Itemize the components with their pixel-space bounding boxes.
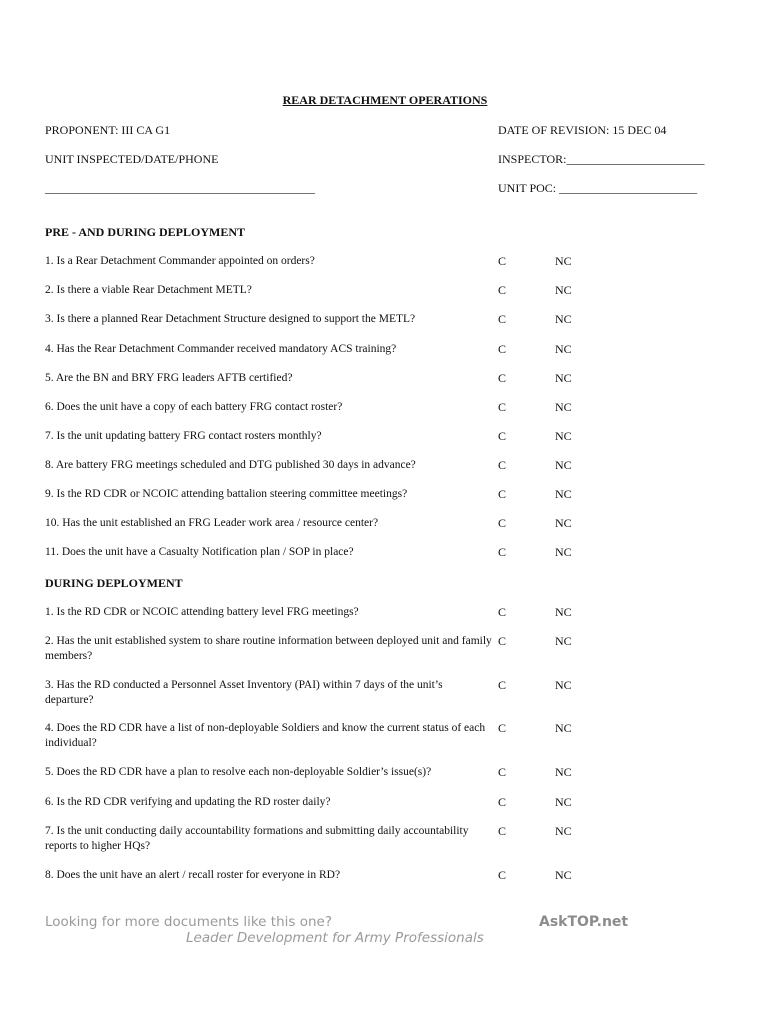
during-deployment-answer-c-6[interactable]: C [498, 795, 507, 809]
pre-deployment-answer-nc-1[interactable]: NC [555, 254, 572, 268]
pre-deployment-question-5: 5. Are the BN and BRY FRG leaders AFTB certified? [45, 372, 293, 384]
unit-inspected-blank-line: _____________________________________________ [45, 181, 315, 195]
during-deployment-question-8: 8. Does the unit have an alert / recall roster for everyone in RD? [45, 869, 341, 881]
pre-deployment-question-6: 6. Does the unit have a copy of each battery FRG contact roster? [45, 401, 343, 413]
during-deployment-answer-nc-5[interactable]: NC [555, 765, 572, 779]
proponent-label: PROPONENT: III CA G1 [45, 123, 171, 137]
pre-deployment-answer-c-10[interactable]: C [498, 516, 507, 530]
during-deployment-answer-nc-4[interactable]: NC [555, 721, 572, 735]
pre-deployment-question-8: 8. Are battery FRG meetings scheduled and DTG published 30 days in advance? [45, 459, 416, 471]
during-deployment-question-4: 4. Does the RD CDR have a list of non-deployable Soldiers and know the current status of each individual? [45, 722, 486, 749]
pre-deployment-answer-c-3[interactable]: C [498, 312, 507, 326]
during-deployment-question-2: 2. Has the unit established system to share routine information between deployed unit and family members? [45, 635, 492, 662]
section-heading-during-deployment: DURING DEPLOYMENT [45, 576, 183, 590]
during-deployment-answer-nc-3[interactable]: NC [555, 678, 572, 692]
unit-inspected-label: UNIT INSPECTED/DATE/PHONE [45, 152, 219, 166]
footer-brand-link[interactable]: AskTOP.net [539, 914, 629, 930]
during-deployment-question-5: 5. Does the RD CDR have a plan to resolve each non-deployable Soldier’s issue(s)? [45, 766, 432, 778]
unit-poc-field: UNIT POC: _______________________ [498, 181, 698, 195]
during-deployment-answer-c-7[interactable]: C [498, 824, 507, 838]
pre-deployment-answer-c-9[interactable]: C [498, 487, 507, 501]
during-deployment-answer-c-3[interactable]: C [498, 678, 507, 692]
inspector-field: INSPECTOR:_______________________ [498, 152, 705, 166]
during-deployment-answer-nc-8[interactable]: NC [555, 868, 572, 882]
pre-deployment-answer-c-6[interactable]: C [498, 400, 507, 414]
footer-tagline: Leader Development for Army Professionals [186, 930, 484, 946]
during-deployment-answer-c-1[interactable]: C [498, 605, 507, 619]
section-heading-pre-deployment: PRE - AND DURING DEPLOYMENT [45, 225, 246, 239]
pre-deployment-answer-c-8[interactable]: C [498, 458, 507, 472]
date-of-revision-label: DATE OF REVISION: 15 DEC 04 [498, 123, 667, 137]
pre-deployment-answer-c-11[interactable]: C [498, 545, 507, 559]
during-deployment-answer-c-2[interactable]: C [498, 634, 507, 648]
footer-prompt: Looking for more documents like this one? [45, 914, 332, 930]
pre-deployment-answer-nc-4[interactable]: NC [555, 342, 572, 356]
pre-deployment-question-4: 4. Has the Rear Detachment Commander received mandatory ACS training? [45, 343, 397, 355]
during-deployment-answer-c-5[interactable]: C [498, 765, 507, 779]
pre-deployment-question-2: 2. Is there a viable Rear Detachment METL? [45, 284, 252, 296]
during-deployment-question-7: 7. Is the unit conducting daily accountability formations and submitting daily accountability reports to higher HQs? [45, 825, 469, 852]
pre-deployment-answer-nc-3[interactable]: NC [555, 312, 572, 326]
during-deployment-answer-c-8[interactable]: C [498, 868, 507, 882]
pre-deployment-question-1: 1. Is a Rear Detachment Commander appointed on orders? [45, 255, 315, 267]
during-deployment-answer-nc-6[interactable]: NC [555, 795, 572, 809]
pre-deployment-answer-nc-2[interactable]: NC [555, 283, 572, 297]
pre-deployment-answer-c-4[interactable]: C [498, 342, 507, 356]
pre-deployment-answer-nc-10[interactable]: NC [555, 516, 572, 530]
pre-deployment-answer-c-5[interactable]: C [498, 371, 507, 385]
during-deployment-answer-nc-7[interactable]: NC [555, 824, 572, 838]
during-deployment-answer-c-4[interactable]: C [498, 721, 507, 735]
pre-deployment-question-7: 7. Is the unit updating battery FRG contact rosters monthly? [45, 430, 322, 442]
pre-deployment-answer-c-2[interactable]: C [498, 283, 507, 297]
pre-deployment-answer-c-7[interactable]: C [498, 429, 507, 443]
pre-deployment-question-9: 9. Is the RD CDR or NCOIC attending battalion steering committee meetings? [45, 488, 408, 500]
during-deployment-question-3: 3. Has the RD conducted a Personnel Asset Inventory (PAI) within 7 days of the unit’s departure? [45, 679, 443, 706]
pre-deployment-question-10: 10. Has the unit established an FRG Leader work area / resource center? [45, 517, 379, 529]
during-deployment-question-6: 6. Is the RD CDR verifying and updating the RD roster daily? [45, 796, 331, 808]
during-deployment-question-1: 1. Is the RD CDR or NCOIC attending battery level FRG meetings? [45, 606, 359, 618]
pre-deployment-answer-nc-11[interactable]: NC [555, 545, 572, 559]
pre-deployment-answer-nc-7[interactable]: NC [555, 429, 572, 443]
during-deployment-answer-nc-2[interactable]: NC [555, 634, 572, 648]
pre-deployment-answer-c-1[interactable]: C [498, 254, 507, 268]
page-title: REAR DETACHMENT OPERATIONS [282, 93, 488, 107]
pre-deployment-answer-nc-9[interactable]: NC [555, 487, 572, 501]
during-deployment-answer-nc-1[interactable]: NC [555, 605, 572, 619]
pre-deployment-answer-nc-5[interactable]: NC [555, 371, 572, 385]
pre-deployment-question-3: 3. Is there a planned Rear Detachment Structure designed to support the METL? [45, 313, 416, 325]
pre-deployment-answer-nc-8[interactable]: NC [555, 458, 572, 472]
pre-deployment-answer-nc-6[interactable]: NC [555, 400, 572, 414]
pre-deployment-question-11: 11. Does the unit have a Casualty Notification plan / SOP in place? [45, 546, 354, 558]
